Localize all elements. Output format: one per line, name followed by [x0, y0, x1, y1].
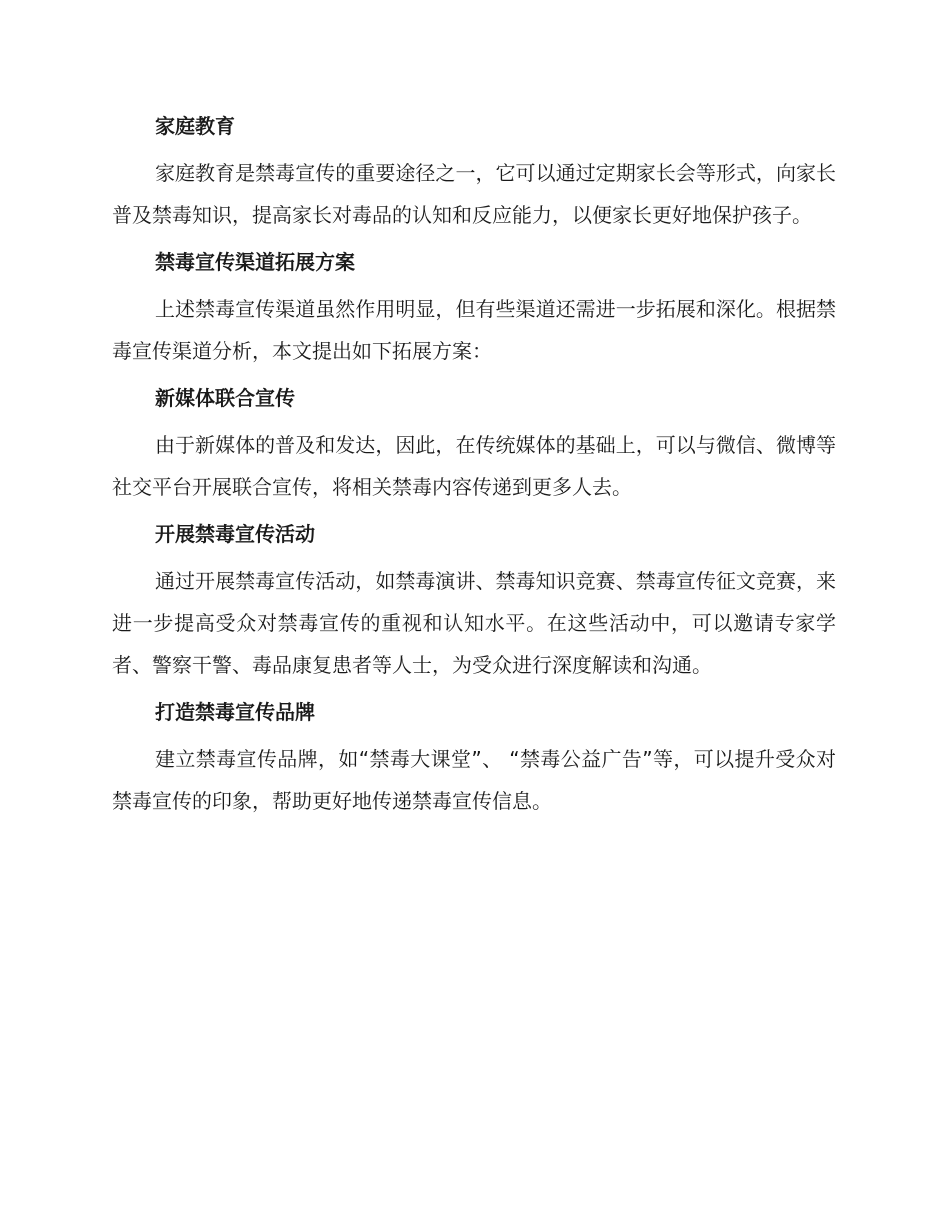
section-heading-activities: 开展禁毒宣传活动: [155, 522, 315, 546]
document-page: [112, 108, 836, 830]
section-paragraph-activities: 通过开展禁毒宣传活动，如禁毒演讲、禁毒知识竞赛、禁毒宣传征文竞赛，来进一步提高受众对禁毒宣传的重视和认知水平。在这些活动中，可以邀请专家学者、警察干警、毒品康复患者等人士，为受众进行深度解读和沟通。: [112, 569, 836, 677]
section-paragraph-brand: 建立禁毒宣传品牌，如“禁毒大课堂”、 “禁毒公益广告”等，可以提升受众对禁毒宣传的印象，帮助更好地传递禁毒宣传信息。: [112, 747, 836, 813]
section-paragraph-channel-expansion: 上述禁毒宣传渠道虽然作用明显，但有些渠道还需进一步拓展和深化。根据禁毒宣传渠道分析，本文提出如下拓展方案：: [112, 297, 836, 363]
section-heading-new-media: 新媒体联合宣传: [155, 386, 295, 410]
section-heading-family-education: 家庭教育: [155, 114, 235, 138]
section-paragraph-new-media: 由于新媒体的普及和发达，因此，在传统媒体的基础上，可以与微信、微博等社交平台开展联合宣传，将相关禁毒内容传递到更多人去。: [112, 433, 836, 499]
section-paragraph-family-education: 家庭教育是禁毒宣传的重要途径之一，它可以通过定期家长会等形式，向家长普及禁毒知识，提高家长对毒品的认知和反应能力，以便家长更好地保护孩子。: [112, 161, 836, 227]
section-heading-brand: 打造禁毒宣传品牌: [155, 700, 315, 724]
section-heading-channel-expansion: 禁毒宣传渠道拓展方案: [155, 250, 355, 274]
